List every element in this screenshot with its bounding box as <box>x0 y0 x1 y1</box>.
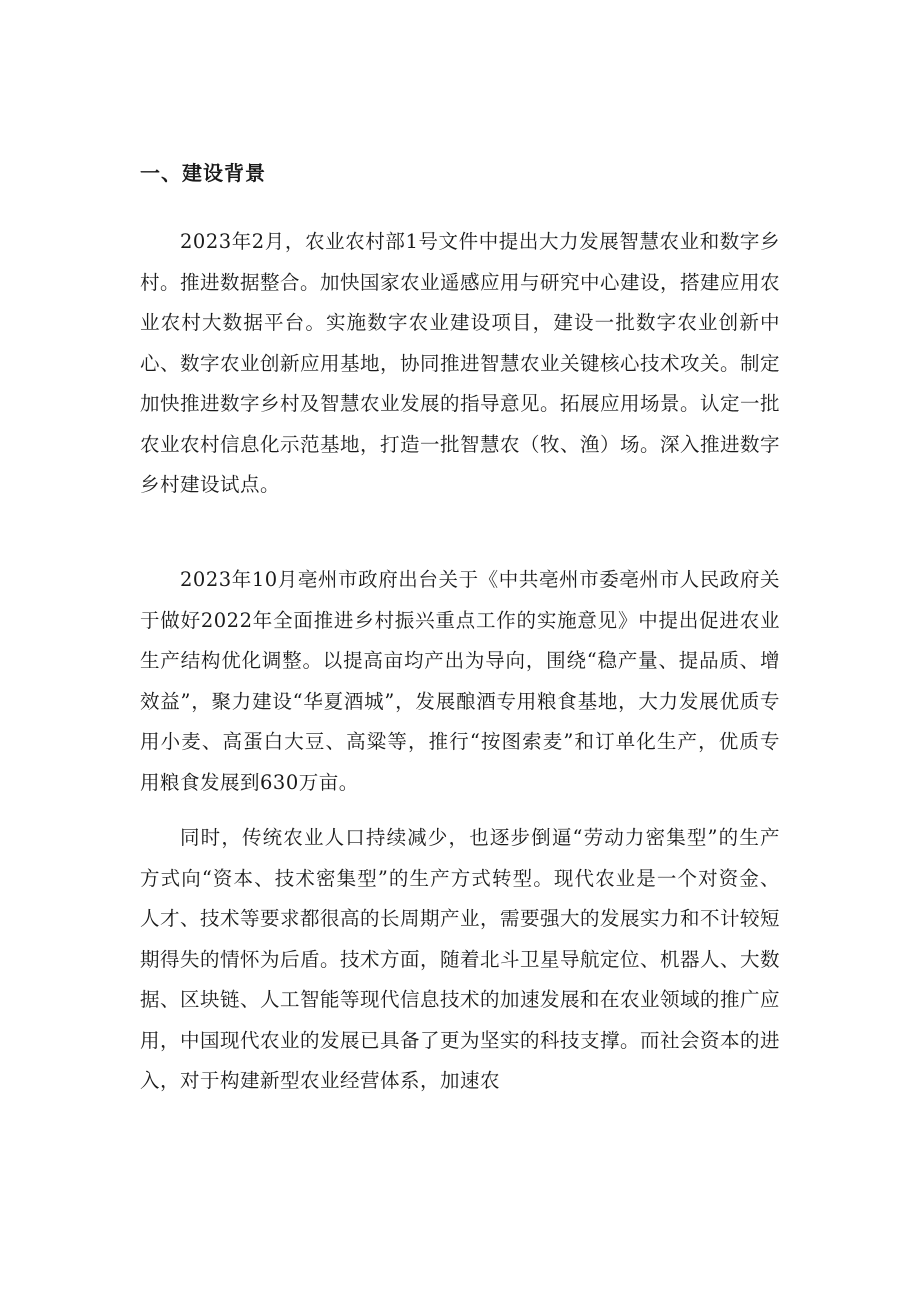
section-heading: 一、建设背景 <box>140 161 266 185</box>
paragraph: 2023年2月，农业农村部1号文件中提出大力发展智慧农业和数字乡村。推进数据整合。加快国家农业遥感应用与研究中心建设，搭建应用农业农村大数据平台。实施数字农业建设项目，建设一批数字农业创新中心、数字农业创新应用基地，协同推进智慧农业关键核心技术攻关。制定加快推进数字乡村及智慧农业发展的指导意见。拓展应用场景。认定一批农业农村信息化示范基地，打造一批智慧农（牧、渔）场。深入推进数字乡村建设试点。 <box>140 230 781 496</box>
paragraph: 2023年10月亳州市政府出台关于《中共亳州市委亳州市人民政府关于做好2022年全面推进乡村振兴重点工作的实施意见》中提出促进农业生产结构优化调整。以提高亩均产出为导向，围绕“稳产量、提品质、增效益”，聚力建设“华夏酒城”，发展酿酒专用粮食基地，大力发展优质专用小麦、高蛋白大豆、高粱等，推行“按图索麦”和订单化生产，优质专用粮食发展到630万亩。 <box>140 568 780 794</box>
paragraph: 同时，传统农业人口持续减少，也逐步倒逼“劳动力密集型”的生产方式向“资本、技术密集型”的生产方式转型。现代农业是一个对资金、人才、技术等要求都很高的长周期产业，需要强大的发展实力和不计较短期得失的情怀为后盾。技术方面，随着北斗卫星导航定位、机器人、大数据、区块链、人工智能等现代信息技术的加速发展和在农业领域的推广应用，中国现代农业的发展已具备了更为坚实的科技支撑。而社会资本的进入，对于构建新型农业经营体系，加速农 <box>140 826 781 1092</box>
